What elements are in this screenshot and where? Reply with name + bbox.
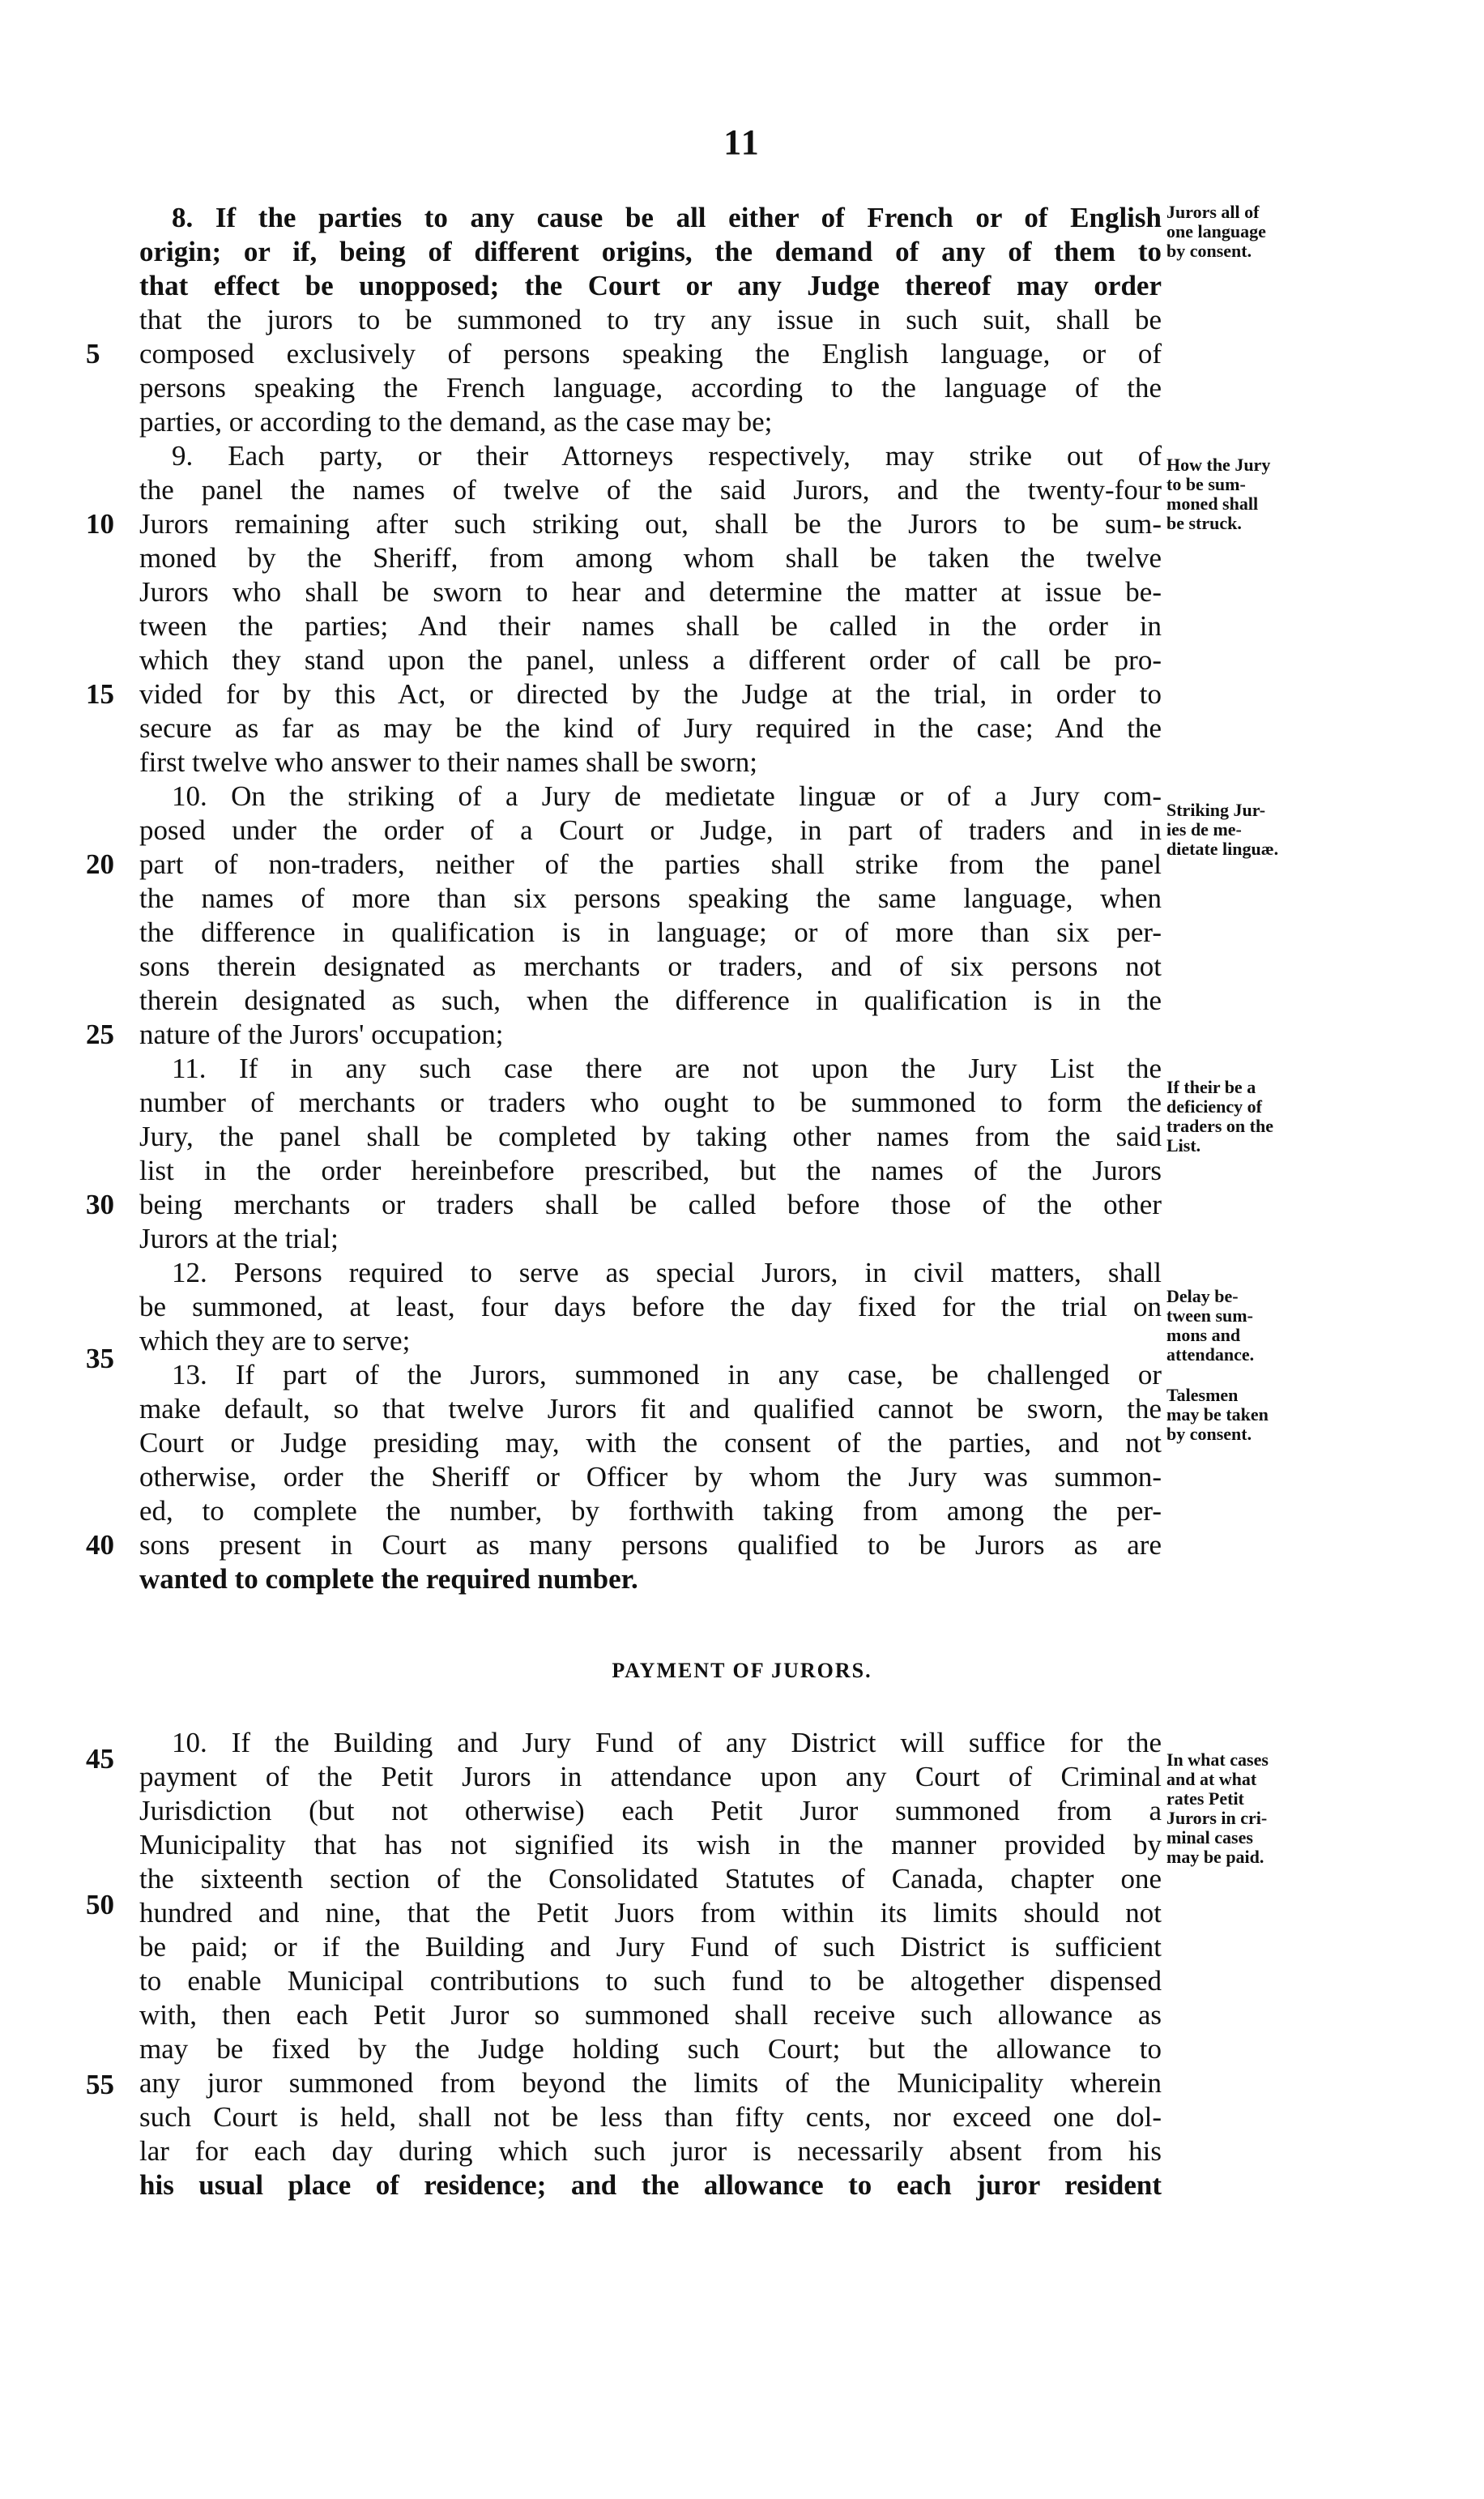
margin-note-line: mons and xyxy=(1166,1325,1241,1345)
text-line: such Court is held, shall not be less than fifty cents, nor exceed one dol- xyxy=(139,2101,1162,2133)
text-line: persons speaking the French language, according to the language of the xyxy=(139,372,1162,404)
text-line: Jurors at the trial; xyxy=(139,1223,339,1254)
line-number: 20 xyxy=(86,848,114,880)
margin-note-line: How the Jury xyxy=(1166,455,1271,475)
line-number: 40 xyxy=(86,1529,114,1561)
margin-note-line: be struck. xyxy=(1166,513,1242,533)
text-line: Municipality that has not signified its wish in the manner provided by xyxy=(139,1829,1162,1860)
text-line: 11. If in any such case there are not upon the Jury List the xyxy=(172,1053,1162,1084)
margin-note xyxy=(1166,801,1361,859)
text-line: Jurisdiction (but not otherwise) each Petit Juror summoned from a xyxy=(139,1795,1162,1826)
line-number: 50 xyxy=(86,1889,114,1920)
text-line: that effect be unopposed; the Court or any Judge thereof may order xyxy=(139,270,1162,301)
text-line: Jurors who shall be sworn to hear and determine the matter at issue be- xyxy=(139,576,1162,608)
margin-note-line: deficiency of xyxy=(1166,1096,1262,1117)
text-line: with, then each Petit Juror so summoned shall receive such allowance as xyxy=(139,1999,1162,2031)
text-line: Court or Judge presiding may, with the consent of the parties, and not xyxy=(139,1427,1162,1459)
margin-note-line: minal cases xyxy=(1166,1827,1253,1848)
margin-note-line: attendance. xyxy=(1166,1344,1255,1365)
margin-note xyxy=(1166,203,1361,261)
margin-note xyxy=(1166,1386,1361,1444)
text-line: part of non-traders, neither of the parties shall strike from the panel xyxy=(139,848,1162,880)
line-number: 25 xyxy=(86,1019,114,1050)
margin-note-line: ies de me- xyxy=(1166,819,1242,839)
text-line: secure as far as may be the kind of Jury required in the case; And the xyxy=(139,712,1162,744)
text-line: list in the order hereinbefore prescribed, but the names of the Jurors xyxy=(139,1155,1162,1186)
text-line: otherwise, order the Sheriff or Officer by whom the Jury was summon- xyxy=(139,1461,1162,1493)
text-line: 10. If the Building and Jury Fund of any District will suffice for the xyxy=(172,1727,1162,1758)
text-line: tween the parties; And their names shall be called in the order in xyxy=(139,610,1162,642)
margin-note-line: Delay be- xyxy=(1166,1286,1239,1306)
text-line: composed exclusively of persons speaking the English language, or of xyxy=(139,338,1162,370)
margin-note-line: rates Petit xyxy=(1166,1788,1244,1809)
text-line: payment of the Petit Jurors in attendance upon any Court of Criminal xyxy=(139,1761,1162,1792)
text-line: his usual place of residence; and the allowance to each juror resident xyxy=(139,2169,1162,2201)
margin-note-line: moned shall xyxy=(1166,493,1259,514)
text-line: the difference in qualification is in language; or of more than six per- xyxy=(139,916,1162,948)
text-line: the sixteenth section of the Consolidated Statutes of Canada, chapter one xyxy=(139,1863,1162,1895)
margin-note-line: may be paid. xyxy=(1166,1847,1264,1867)
margin-note-line: by consent. xyxy=(1166,1424,1252,1444)
text-line: parties, or according to the demand, as the case may be; xyxy=(139,406,773,438)
margin-note-line: Jurors in cri- xyxy=(1166,1808,1268,1828)
section-heading: PAYMENT OF JURORS. xyxy=(612,1659,872,1682)
text-line: hundred and nine, that the Petit Juors from within its limits should not xyxy=(139,1897,1162,1929)
margin-note-line: If their be a xyxy=(1166,1077,1256,1097)
line-number: 30 xyxy=(86,1189,114,1220)
text-line: which they are to serve; xyxy=(139,1325,411,1356)
text-line: sons therein designated as merchants or traders, and of six persons not xyxy=(139,950,1162,982)
margin-note-line: and at what xyxy=(1166,1769,1257,1789)
text-line: 12. Persons required to serve as special Jurors, in civil matters, shall xyxy=(172,1257,1162,1288)
text-line: posed under the order of a Court or Judge, in part of traders and in xyxy=(139,814,1162,846)
margin-note-line: one language xyxy=(1166,221,1266,241)
margin-note xyxy=(1166,1287,1361,1365)
text-line: 10. On the striking of a Jury de medietate linguæ or of a Jury com- xyxy=(172,780,1162,812)
margin-note-line: dietate linguæ. xyxy=(1166,839,1279,859)
text-line: the names of more than six persons speaking the same language, when xyxy=(139,882,1162,914)
line-number: 35 xyxy=(86,1343,114,1374)
text-line: that the jurors to be summoned to try any issue in such suit, shall be xyxy=(139,304,1162,335)
text-line: number of merchants or traders who ought to be summoned to form the xyxy=(139,1087,1162,1118)
margin-note-line: traders on the xyxy=(1166,1116,1273,1136)
text-line: any juror summoned from beyond the limits of the Municipality wherein xyxy=(139,2067,1162,2099)
text-line: which they stand upon the panel, unless a different order of call be pro- xyxy=(139,644,1162,676)
margin-note-line: Talesmen xyxy=(1166,1385,1239,1405)
text-line: moned by the Sheriff, from among whom shall be taken the twelve xyxy=(139,542,1162,574)
text-line: make default, so that twelve Jurors fit and qualified cannot be sworn, the xyxy=(139,1393,1162,1425)
text-line: first twelve who answer to their names shall be sworn; xyxy=(139,746,758,778)
text-line: 13. If part of the Jurors, summoned in any case, be challenged or xyxy=(172,1359,1162,1390)
margin-note-line: may be taken xyxy=(1166,1404,1269,1425)
margin-note xyxy=(1166,1750,1361,1867)
line-number: 45 xyxy=(86,1743,114,1775)
margin-note-line: to be sum- xyxy=(1166,474,1246,494)
text-line: ed, to complete the number, by forthwith taking from among the per- xyxy=(139,1495,1162,1527)
text-line: sons present in Court as many persons qualified to be Jurors as are xyxy=(139,1529,1162,1561)
margin-note-line: by consent. xyxy=(1166,241,1252,261)
text-line: be paid; or if the Building and Jury Fund of such District is sufficient xyxy=(139,1931,1162,1963)
page-number: 11 xyxy=(723,122,761,162)
text-line: wanted to complete the required number. xyxy=(139,1563,638,1595)
text-line: be summoned, at least, four days before the day fixed for the trial on xyxy=(139,1291,1162,1322)
text-line: origin; or if, being of different origins, the demand of any of them to xyxy=(139,236,1162,267)
margin-note-line: tween sum- xyxy=(1166,1305,1253,1326)
text-line: 8. If the parties to any cause be all either of French or of English xyxy=(172,202,1162,233)
line-number: 10 xyxy=(86,508,114,540)
text-line: 9. Each party, or their Attorneys respectively, may strike out of xyxy=(172,440,1162,472)
line-number: 5 xyxy=(86,338,100,370)
line-number: 15 xyxy=(86,678,114,710)
margin-note xyxy=(1166,455,1361,533)
text-line: lar for each day during which such juror is necessarily absent from his xyxy=(139,2135,1162,2167)
margin-note-line: Striking Jur- xyxy=(1166,800,1266,820)
text-line: may be fixed by the Judge holding such Court; but the allowance to xyxy=(139,2033,1162,2065)
margin-note-line: In what cases xyxy=(1166,1749,1269,1770)
text-line: being merchants or traders shall be called before those of the other xyxy=(139,1189,1162,1220)
line-number: 55 xyxy=(86,2069,114,2100)
text-line: therein designated as such, when the difference in qualification is in the xyxy=(139,985,1162,1016)
text-line: the panel the names of twelve of the said Jurors, and the twenty-four xyxy=(139,474,1162,506)
margin-note xyxy=(1166,1078,1361,1156)
text-line: vided for by this Act, or directed by the Judge at the trial, in order to xyxy=(139,678,1162,710)
text-line: Jury, the panel shall be completed by taking other names from the said xyxy=(139,1121,1162,1152)
text-line: Jurors remaining after such striking out, shall be the Jurors to be sum- xyxy=(139,508,1162,540)
text-line: nature of the Jurors' occupation; xyxy=(139,1019,504,1050)
text-line: to enable Municipal contributions to such fund to be altogether dispensed xyxy=(139,1965,1162,1997)
margin-note-line: Jurors all of xyxy=(1166,202,1260,222)
margin-note-line: List. xyxy=(1166,1135,1201,1156)
